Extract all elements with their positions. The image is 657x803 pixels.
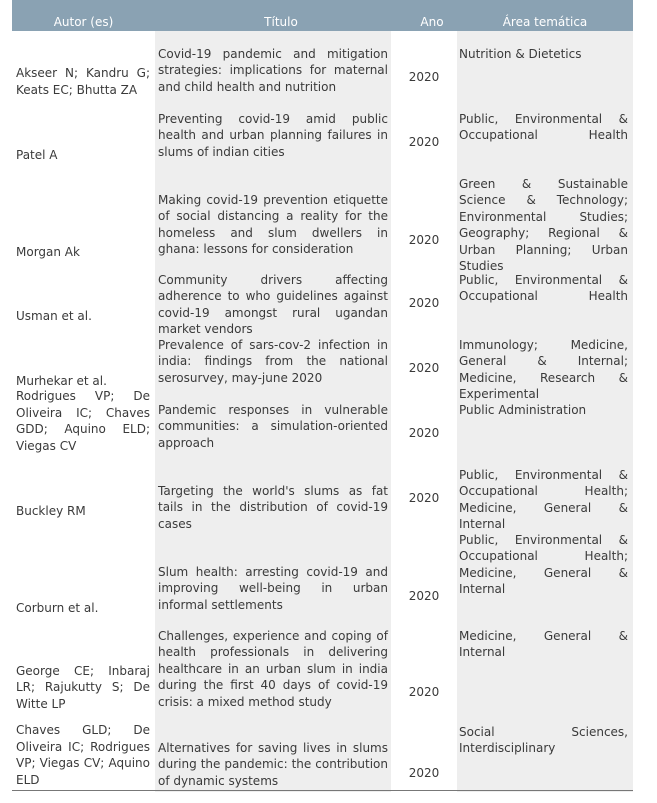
cell-area: Public, Environmental & Occupational Health; Medicine, General & Internal xyxy=(459,468,628,532)
cell-ano: 2020 xyxy=(408,766,440,780)
header-area: Área temática xyxy=(502,15,588,29)
table-row xyxy=(12,335,633,402)
header-autor: Autor (es) xyxy=(53,15,114,29)
cell-autor: Buckley RM xyxy=(16,503,86,518)
header-titulo: Título xyxy=(264,15,298,29)
cell-autor: Chaves GLD; De Oliveira IC; Rodrigues VP; Viegas CV; Aquino ELD xyxy=(16,723,150,787)
cell-autor: Morgan Ak xyxy=(16,244,80,259)
cell-ano: 2020 xyxy=(408,70,440,84)
cell-ano: 2020 xyxy=(408,491,440,505)
cell-autor: Akseer N; Kandru G; Keats EC; Bhutta ZA xyxy=(16,66,150,97)
cell-area: Public Administration xyxy=(459,403,587,417)
table-row xyxy=(12,270,633,337)
cell-titulo: Challenges, experience and coping of health professionals in delivering healthcare in an urban slum in india during the first 40 days of covid-19 crisis: a mixed method study xyxy=(158,629,388,709)
cell-titulo: Slum health: arresting covid-19 and improving well-being in urban informal settlements xyxy=(158,565,388,612)
cell-autor: Corburn et al. xyxy=(16,600,99,615)
cell-ano: 2020 xyxy=(408,685,440,699)
results-table xyxy=(12,0,633,792)
cell-area: Nutrition & Dietetics xyxy=(459,47,582,61)
table-row xyxy=(12,626,633,714)
cell-area: Public, Environmental & Occupational Health xyxy=(459,273,628,304)
cell-titulo: Targeting the world's slums as fat tails in the distribution of covid-19 cases xyxy=(158,484,388,531)
cell-area: Immunology; Medicine, General & Internal; Medicine, Research & Experimental xyxy=(459,338,628,402)
cell-area: Public, Environmental & Occupational Health xyxy=(459,112,628,143)
table-row xyxy=(12,389,633,456)
table-row xyxy=(12,174,633,274)
cell-titulo: Pandemic responses in vulnerable communities: a simulation-oriented approach xyxy=(158,403,388,450)
table-row xyxy=(12,724,633,790)
table-row xyxy=(12,44,633,100)
cell-area: Public, Environmental & Occupational Health; Medicine, General & Internal xyxy=(459,533,628,597)
cell-titulo: Covid-19 pandemic and mitigation strategies: implications for maternal and child health and nutrition xyxy=(158,47,388,94)
cell-area: Medicine, General & Internal xyxy=(459,629,628,660)
table-bottom-rule xyxy=(12,790,633,791)
table-header xyxy=(12,0,633,31)
cell-area: Social Sciences, Interdisciplinary xyxy=(459,725,628,756)
cell-area: Green & Sustainable Science & Technology; Environmental Studies; Geography; Regional & Urban Planning; Urban Studies xyxy=(459,177,628,274)
table-row xyxy=(12,530,633,618)
cell-ano: 2020 xyxy=(408,135,440,149)
cell-ano: 2020 xyxy=(408,296,440,310)
cell-autor: Rodrigues VP; De Oliveira IC; Chaves GDD; Aquino ELD; Viegas CV xyxy=(16,389,150,453)
cell-autor: Murhekar et al. xyxy=(16,373,107,388)
table-row xyxy=(12,109,633,165)
cell-autor: George CE; Inbaraj LR; Rajukutty S; De Witte LP xyxy=(16,663,150,711)
cell-ano: 2020 xyxy=(408,361,440,375)
cell-titulo: Preventing covid-19 amid public health and urban planning failures in slums of indian cities xyxy=(158,112,388,159)
header-ano: Ano xyxy=(420,15,444,29)
cell-ano: 2020 xyxy=(408,426,440,440)
cell-autor: Usman et al. xyxy=(16,308,92,323)
cell-ano: 2020 xyxy=(408,589,440,603)
cell-titulo: Alternatives for saving lives in slums during the pandemic: the contribution of dynamic systems xyxy=(158,741,388,788)
table-row xyxy=(12,465,633,532)
cell-ano: 2020 xyxy=(408,233,440,247)
cell-autor: Patel A xyxy=(16,147,58,162)
cell-titulo: Making covid-19 prevention etiquette of social distancing a reality for the homeless and slum dwellers in ghana: lessons for consideration xyxy=(158,193,388,257)
cell-titulo: Prevalence of sars-cov-2 infection in india: findings from the national serosurvey, may-june 2020 xyxy=(158,338,388,385)
cell-titulo: Community drivers affecting adherence to who guidelines against covid-19 amongst rural ugandan market vendors xyxy=(158,273,388,337)
